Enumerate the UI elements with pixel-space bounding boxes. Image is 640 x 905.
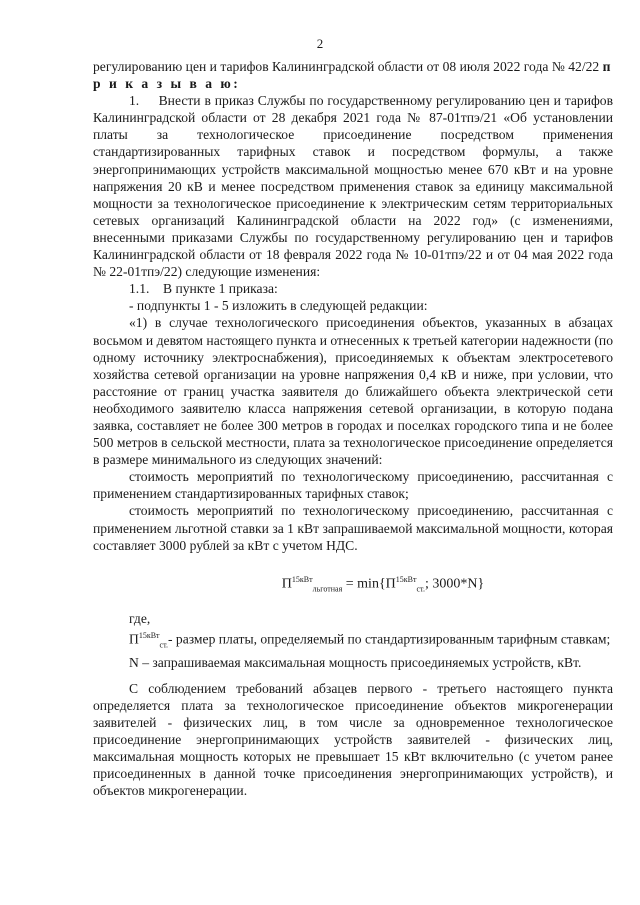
paragraph-cost-standard: стоимость мероприятий по технологическому присоединению, рассчитанная с применением стандартизированных тарифных ставок; xyxy=(93,469,613,502)
paragraph-intro xyxy=(93,58,613,92)
paragraph-item-1: 1. Внести в приказ Службы по государственному регулированию цен и тарифов Калининградской области от 28 декабря 2021 года № 87-01тпэ/21 «Об установлении платы за технологическое присоединение посредством применения стандартизированных тарифных ставок и посредством формулы, а также энергопринимающих устройств максимальной мощностью менее 670 кВт и на уровне напряжения 20 кВ и менее посредством применения ставок за единицу максимальной мощности за технологическое присоединение к электрическим сетям территориальных сетевых организаций Калининградской области на 2022 год» (с изменениями, внесенными приказами Службы по государственному регулированию цен и тарифов Калининградской области от 18 февраля 2022 года № 10-01тпэ/22 и от 04 мая 2022 года № 22-01тпэ/22) следующие изменения: xyxy=(93,93,613,280)
page-number: 2 xyxy=(316,36,324,51)
paragraph-subitems: - подпункты 1 - 5 изложить в следующей редакции: xyxy=(129,298,428,314)
paragraph-subitem-1: «1) в случае технологического присоединения объектов, указанных в абзацах восьмом и девятом настоящего пункта и отнесенных к третьей категории надежности (по одному источнику электроснабжения), присоединяемых к объектам электросетевого хозяйства сетевой организации на уровне напряжения 0,4 кВ и ниже, при условии, что расстояние от границ участка заявителя до ближайшего объекта электрической сети необходимого заявителю класса напряжения сетевой организации, в которую подана заявка, составляет не более 300 метров в городах и поселках городского типа и не более 500 метров в сельской местности, плата за технологическое присоединение определяется в размере минимального из следующих значений: xyxy=(93,315,613,468)
order-word: п р и к а з ы в а ю: xyxy=(93,59,613,92)
document-body xyxy=(93,58,613,799)
paragraph-definition-n: N – запрашиваемая максимальная мощность присоединяемых устройств, кВт. xyxy=(129,654,582,670)
paragraph-cost-preferential: стоимость мероприятий по технологическому присоединению, рассчитанная с применением льготной ставки за 1 кВт запрашиваемой максимальной мощности, которая составляет 3000 рублей за кВт с учетом НДС. xyxy=(93,503,613,553)
payment-formula: $П^{15кВт}_{льготная} = \min\{П^{15кВт}_{ст.}$; 3000*N} xyxy=(281,574,485,594)
paragraph-definition-p: $П^{15кВт}_{ст.}-$ размер платы, определяемый по стандартизированным тарифным ставкам; xyxy=(129,631,611,650)
paragraph-item-1-1: 1.1. В пункте 1 приказа: xyxy=(129,281,278,297)
paragraph-where: где, xyxy=(129,611,151,627)
paragraph-microgeneration: С соблюдением требований абзацев первого - третьего настоящего пункта определяется плата за технологическое присоединение объектов микрогенерации заявителей - физических лиц, в том числе за одновременное технологическое присоединение энергопринимающих устройств заявителей - физических лиц, максимальная мощность которых не превышает 15 кВт включительно (с учетом ранее присоединенных в данной точке присоединения энергопринимающих устройств), и объектов микрогенерации. xyxy=(93,680,613,799)
intro-text: регулированию цен и тарифов Калининградской области от 08 июля 2022 года № 42/22 xyxy=(93,59,600,74)
